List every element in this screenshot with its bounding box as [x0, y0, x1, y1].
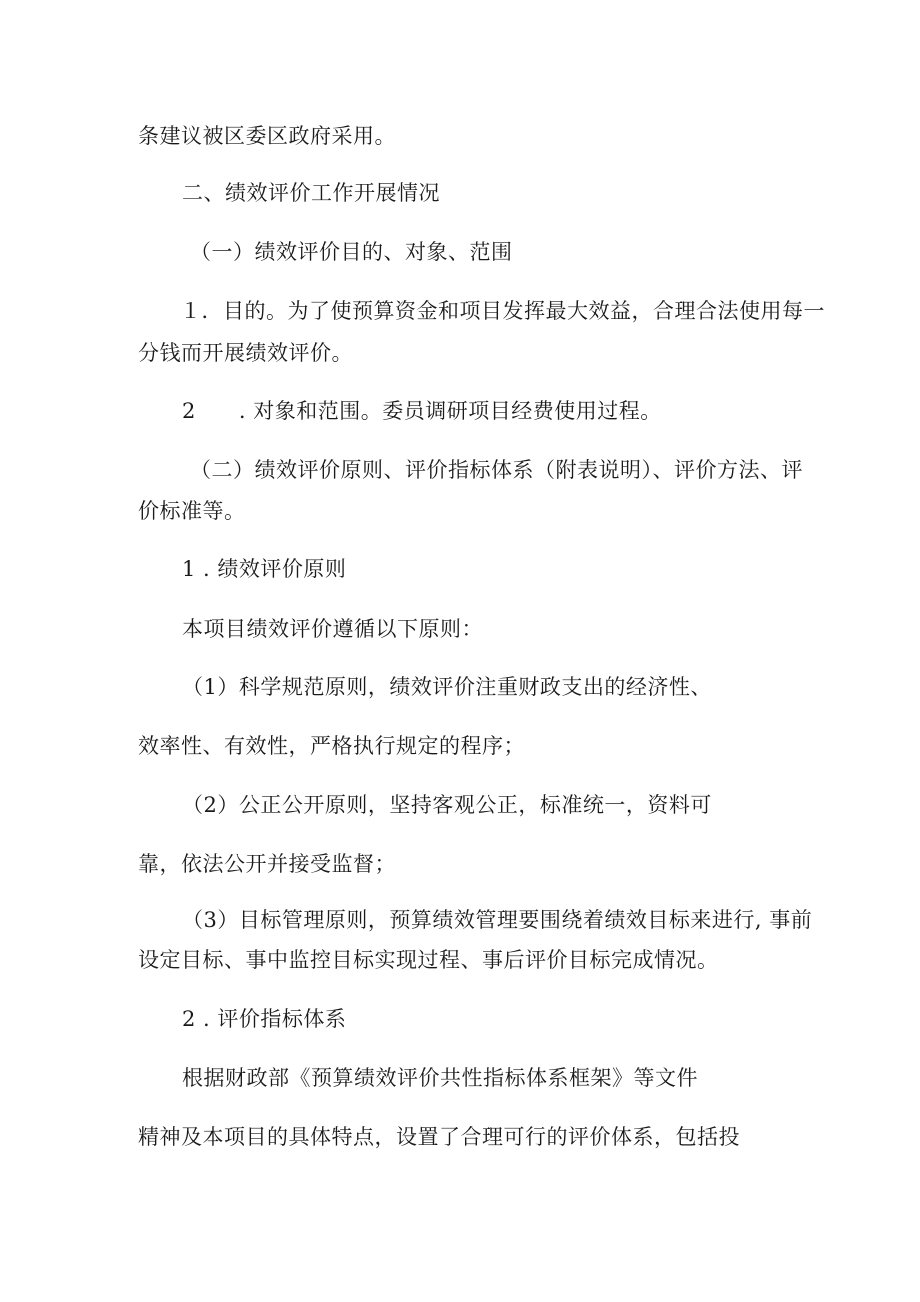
item-heading-principles: 1 . 绩效评价原则	[182, 557, 347, 581]
item-heading-indicators: 2 . 评价指标体系	[182, 1007, 347, 1031]
paragraph-scope: 2 . 对象和范围。委员调研项目经费使用过程。	[182, 399, 662, 423]
principle-3: （3）目标管理原则，预算绩效管理要围绕着绩效目标来进行, 事前	[182, 908, 813, 932]
paragraph-indicators-cont: 精神及本项目的具体特点，设置了合理可行的评价体系，包括投	[138, 1125, 740, 1149]
paragraph-purpose: １．目的。为了使预算资金和项目发挥最大效益，合理合法使用每一	[180, 299, 825, 323]
subsection-heading-1: （一）绩效评价目的、对象、范围	[190, 240, 513, 264]
paragraph-purpose-cont: 分钱而开展绩效评价。	[138, 341, 353, 365]
principle-3-cont: 设定目标、事中监控目标实现过程、事后评价目标完成情况。	[138, 948, 719, 972]
continuation-line: 条建议被区委区政府采用。	[138, 124, 396, 148]
principle-2: （2）公正公开原则，坚持客观公正，标准统一，资料可	[182, 793, 712, 817]
principle-2-cont: 靠，依法公开并接受监督；	[138, 852, 396, 876]
principle-1-cont: 效率性、有效性，严格执行规定的程序；	[138, 734, 525, 758]
paragraph-indicators: 根据财政部《预算绩效评价共性指标体系框架》等文件	[182, 1066, 698, 1090]
principle-1: （1）科学规范原则，绩效评价注重财政支出的经济性、	[182, 675, 712, 699]
subsection-heading-2-cont: 价标准等。	[138, 499, 246, 523]
subsection-heading-2: （二）绩效评价原则、评价指标体系（附表说明）、评价方法、评	[190, 458, 803, 482]
section-heading-2: 二、绩效评价工作开展情况	[182, 181, 440, 205]
paragraph-principles-intro: 本项目绩效评价遵循以下原则：	[182, 617, 483, 641]
